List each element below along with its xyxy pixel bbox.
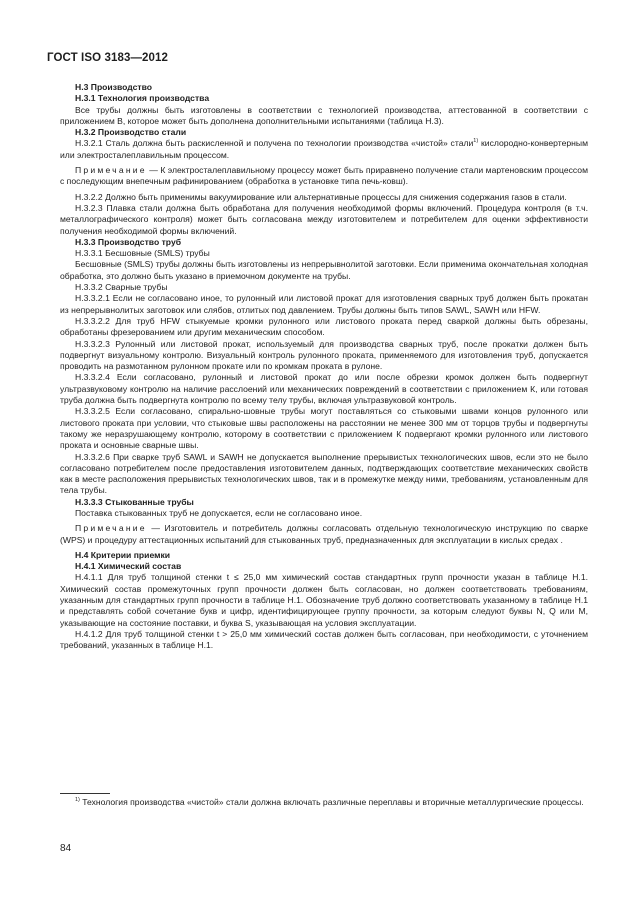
paragraph-h332-title: Н.3.3.2 Сварные трубы xyxy=(75,282,168,293)
document-header: ГОСТ ISO 3183—2012 xyxy=(47,52,169,64)
paragraph-h31: Все трубы должны быть изготовлены в соответствии с технологией производства, аттестованной в соответствии с приложением В, которое может быть дополнена дополнительными испытаниями (таблица Н.3). xyxy=(60,104,588,126)
footnote-reference: 1) xyxy=(473,138,479,145)
footnote xyxy=(60,797,588,808)
paragraph-h321-tail: кислородно-конвертерным или электросталеплавильным процессом. xyxy=(60,138,588,160)
page-number: 84 xyxy=(60,843,72,854)
section-heading-h4: Н.4 Критерии приемки xyxy=(75,549,171,560)
paragraph-h331: Бесшовные (SMLS) трубы должны быть изготовлены из непрерывнолитой заготовки. Если применима окончательная холодная обработка, это должно быть указано в приемочном документе на трубы. xyxy=(60,259,588,281)
note-2 xyxy=(60,523,588,546)
paragraph-h3321: Н.3.3.2.1 Если не согласовано иное, то рулонный или листовой прокат для изготовления сварных труб должен быть прокатан из непрерывнолитых заготовок или слябов, отлитых под давлением. Трубы должны быть типов SAWL, SAWH или HFW. xyxy=(60,293,588,315)
paragraph-h321-text: Н.3.2.1 Сталь должна быть раскисленной и получена по технологии производства «чистой» стали xyxy=(75,138,474,149)
paragraph-h321 xyxy=(60,138,588,161)
document-body xyxy=(60,82,588,652)
section-heading-h333: Н.3.3.3 Стыкованные трубы xyxy=(75,496,194,507)
paragraph-h3325: Н.3.3.2.5 Если согласовано, спирально-шовные трубы могут поставляться со стыковыми швами концов рулонного или листового проката при условии, что стыковые швы расположены на расстоянии не менее 300 мм от торцов трубы и подвергнуты такому же неразрушающему контролю, которому в соответствии с приложением К подвергают кромки рулонного или листового проката и основные сварные швы. xyxy=(60,406,588,451)
section-heading-h31: Н.3.1 Технология производства xyxy=(75,93,210,104)
paragraph-h3326: Н.3.3.2.6 При сварке труб SAWL и SAWH не допускается выполнение прерывистых технологических швов, если это не было согласовано потребителем после предоставления изготовителем данных, подтверждающих соответствие механических свойств как в месте расположения прерывистых технологических швов, так и в промежутке между ними, требованиям, установленным для тела трубы. xyxy=(60,451,588,496)
note-2-label: Примечание xyxy=(75,523,147,534)
paragraph-h3323: Н.3.3.2.3 Рулонный или листовой прокат, используемый для производства сварных труб, после прокатки должен быть подвергнут визуальному контролю. Визуальный контроль рулонного проката, применяемого для изготовления труб, допускается проводить на размотанном рулонном прокате или по кромкам проката в рулоне. xyxy=(60,338,588,372)
footnote-marker: 1) xyxy=(75,797,80,803)
paragraph-h331-title: Н.3.3.1 Бесшовные (SMLS) трубы xyxy=(75,248,210,259)
note-1 xyxy=(60,165,588,188)
footnote-body: Технология производства «чистой» стали должна включать различные переплавы и вторичные металлургические процессы. xyxy=(79,797,584,807)
paragraph-h333: Поставка стыкованных труб не допускается, если не согласовано иное. xyxy=(75,507,363,518)
paragraph-h3324: Н.3.3.2.4 Если согласовано, рулонный и листовой прокат до или после обрезки кромок должен быть подвергнут ультразвуковому контролю на наличие расслоений или механических повреждений в соответствии с приложением К, или готовая труба должна быть подвергнута контролю по всему телу трубы, включая ультразвуковой контроль. xyxy=(60,372,588,406)
note-2-text: — Изготовитель и потребитель должны согласовать отдельную технологическую инструкцию по сварке (WPS) и процедуру аттестационных испытаний для стыкованных труб, предназначенных для эксплуатации в кислых средах . xyxy=(60,523,588,545)
paragraph-h3322: Н.3.3.2.2 Для труб HFW стыкуемые кромки рулонного или листового проката перед сваркой должны быть обрезаны, обработаны фрезерованием или другим механическим способом. xyxy=(60,315,588,338)
footnote-divider xyxy=(60,793,110,794)
section-heading-h33: Н.3.3 Производство труб xyxy=(75,236,182,247)
paragraph-h412: Н.4.1.2 Для труб толщиной стенки t > 25,0 мм химический состав должен быть согласован, при необходимости, с уточнением требований, указанных в таблице Н.1. xyxy=(60,628,588,651)
section-heading-h41: Н.4.1 Химический состав xyxy=(75,561,182,572)
paragraph-h323: Н.3.2.3 Плавка стали должна быть обработана для получения необходимой формы включений. Процедура контроля (в т.ч. металлографического контроля) может быть согласована между изготовителем и потребителем для оценки эффективности получения необходимой формы включений. xyxy=(60,202,588,236)
paragraph-h322: Н.3.2.2 Должно быть применимы вакуумирование или альтернативные процессы для снижения содержания газов в стали. xyxy=(75,191,567,202)
footnote-text xyxy=(60,797,588,808)
note-1-text: — К электросталеплавильному процессу может быть приравнено получение стали мартеновским процессом с последующим внепечным рафинированием (обработка в установке типа печь-ковш). xyxy=(60,165,588,187)
section-heading-h3: Н.3 Производство xyxy=(75,82,153,92)
note-1-label: Примечание xyxy=(75,165,147,176)
section-heading-h32: Н.3.2 Производство стали xyxy=(75,127,187,138)
paragraph-h411: Н.4.1.1 Для труб толщиной стенки t ≤ 25,0 мм химический состав стандартных групп прочности указан в таблице Н.1. Химический состав промежуточных групп прочности должен быть согласован, но должен соответствовать требованиям, указанным для стандартных групп прочности в таблице Н.1. Обозначение труб должно соответствовать указанному в таблице Н.1 и представлять собой сочетание букв и цифр, идентифицирующее группу прочности, за которым следуют буквы N, Q или M, указывающие на состояние поставки, и буква S, указывающая на условия эксплуатации. xyxy=(60,572,588,628)
